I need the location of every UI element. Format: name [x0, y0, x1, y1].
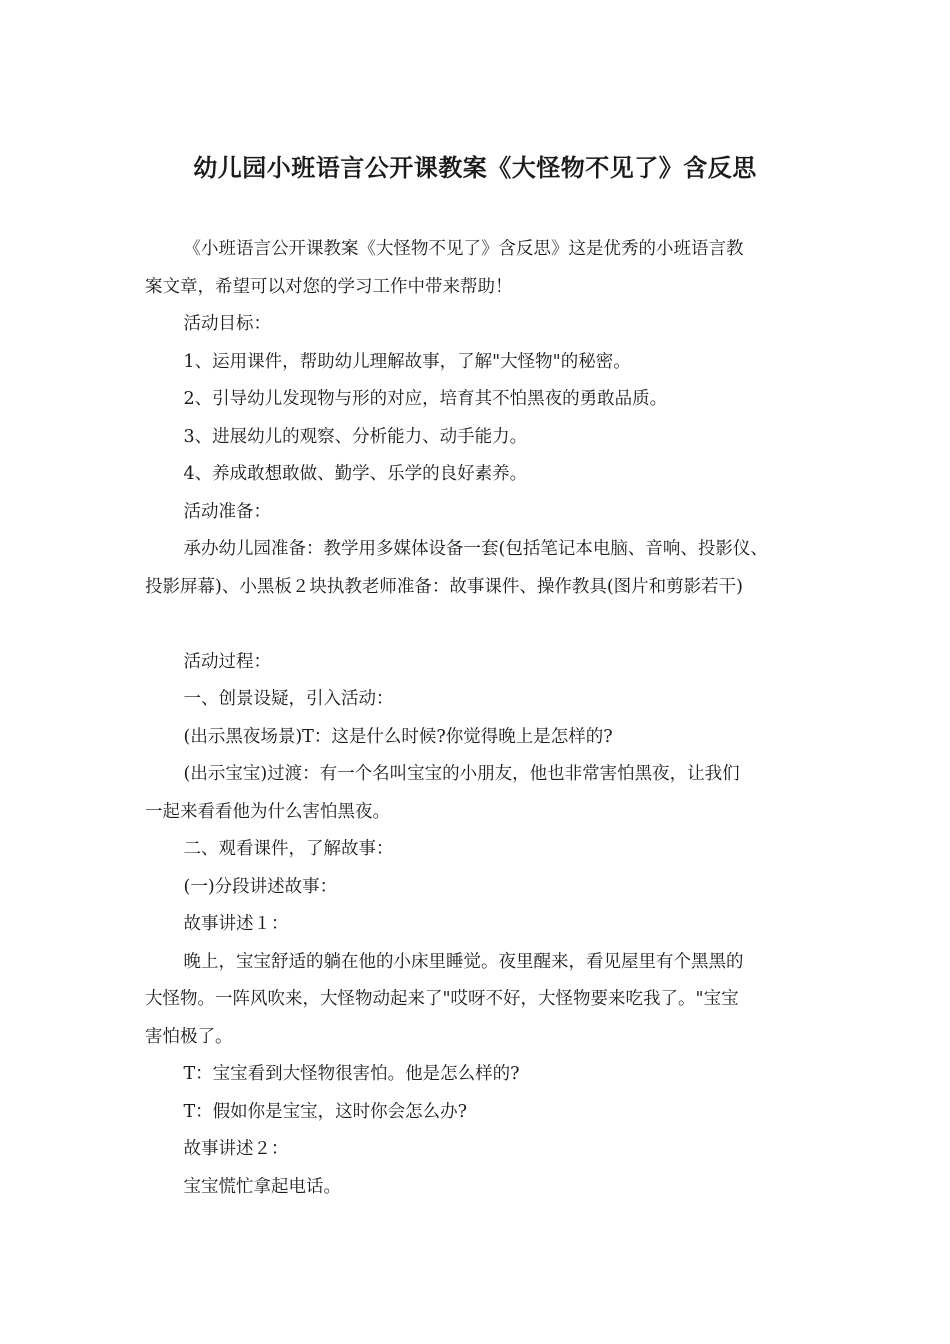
text-line: 故事讲述１： [183, 914, 289, 934]
text-line: 2、引导幼儿发现物与形的对应，培育其不怕黑夜的勇敢品质。 [183, 389, 668, 409]
text-line: (出示黑夜场景)T：这是什么时候?你觉得晚上是怎样的? [183, 726, 613, 747]
text-line: 害怕极了。 [145, 1026, 233, 1047]
text-line: 3、进展幼儿的观察、分析能力、动手能力。 [183, 426, 528, 447]
section-heading-preparation [145, 494, 811, 532]
goal-item [145, 381, 811, 419]
story-heading [145, 906, 811, 944]
section-heading-process [145, 644, 811, 682]
text-line: 活动目标： [183, 314, 271, 334]
step-heading [145, 831, 811, 869]
text-line: T：宝宝看到大怪物很害怕。他是怎么样的? [183, 1064, 520, 1084]
text-line: 投影屏幕)、小黑板２块执教老师准备：故事课件、操作教具(图片和剪影若干) [145, 576, 743, 597]
step-heading [145, 681, 811, 719]
document-body [145, 231, 811, 1206]
story-paragraph [145, 944, 811, 1057]
text-line: 《小班语言公开课教案《大怪物不见了》含反思》这是优秀的小班语言教 [183, 239, 744, 259]
text-line: 故事讲述２： [183, 1139, 289, 1159]
text-line: 大怪物。一阵风吹来，大怪物动起来了"哎呀不好，大怪物要来吃我了。"宝宝 [145, 989, 739, 1009]
text-line: 晚上，宝宝舒适的躺在他的小床里睡觉。夜里醒来，看见屋里有个黑黑的 [183, 951, 744, 972]
text-line: 活动过程： [183, 651, 271, 672]
story-heading [145, 1131, 811, 1169]
text-line: 案文章，希望可以对您的学习工作中带来帮助！ [145, 276, 513, 297]
intro-paragraph [145, 231, 811, 306]
step-paragraph [145, 719, 811, 757]
section-heading-goals [145, 306, 811, 344]
question-paragraph [145, 1056, 811, 1094]
step-paragraph [145, 756, 811, 831]
text-line: 二、观看课件，了解故事： [183, 839, 394, 859]
text-line: 1、运用课件，帮助幼儿理解故事，了解"大怪物"的秘密。 [183, 351, 631, 372]
text-line: 一、创景设疑，引入活动： [183, 689, 394, 709]
text-line: (出示宝宝)过渡：有一个名叫宝宝的小朋友，他也非常害怕黑夜，让我们 [183, 764, 740, 784]
document-title: 幼儿园小班语言公开课教案《大怪物不见了》含反思 [193, 154, 757, 182]
text-line: T：假如你是宝宝，这时你会怎么办? [183, 1101, 468, 1122]
preparation-paragraph [145, 531, 811, 606]
text-line: 承办幼儿园准备：教学用多媒体设备一套(包括笔记本电脑、音响、投影仪、 [183, 539, 768, 559]
text-line: 活动准备： [183, 501, 271, 522]
text-line: 一起来看看他为什么害怕黑夜。 [145, 801, 390, 822]
step-subheading [145, 869, 811, 907]
goal-item [145, 419, 811, 457]
goal-item [145, 456, 811, 494]
question-paragraph [145, 1094, 811, 1132]
text-line: 4、养成敢想敢做、勤学、乐学的良好素养。 [183, 464, 528, 484]
goal-item [145, 344, 811, 382]
text-line: 宝宝慌忙拿起电话。 [183, 1176, 341, 1197]
text-line: (一)分段讲述故事： [183, 876, 338, 897]
story-paragraph [145, 1169, 811, 1207]
